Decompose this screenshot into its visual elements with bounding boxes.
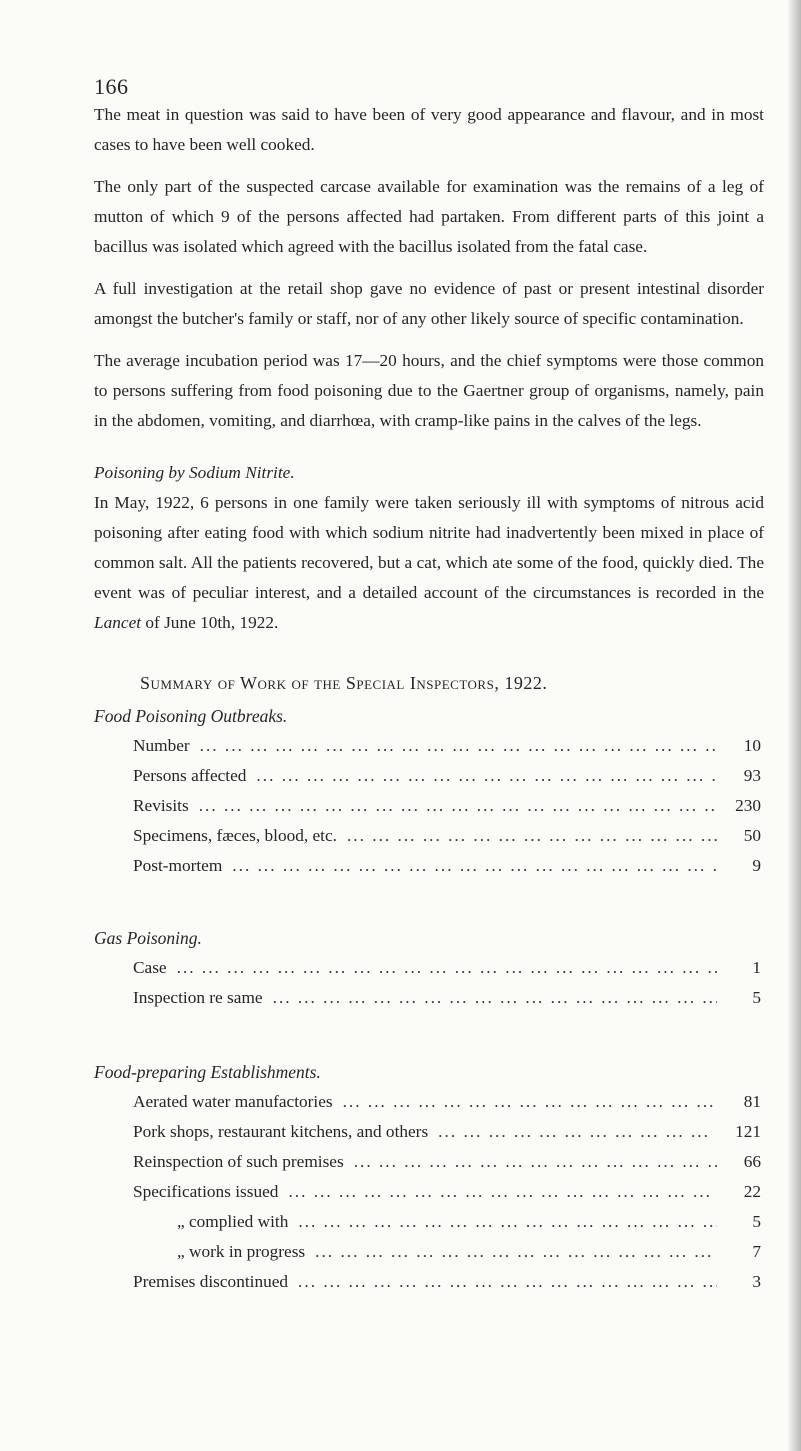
page-number: 166 bbox=[94, 74, 129, 99]
paragraph: The average incubation period was 17—20 hours, and the chief symptoms were those common to persons suffering from food poisoning due to the Gaertner group of organisms, namely, pain in the abdomen, vomiting, and diarrhœa, with cramp-like pains in the calves of the legs. bbox=[94, 351, 764, 430]
table-row: Premises discontinued ... . 3 bbox=[133, 1272, 761, 1300]
table-row: Post-mortem ... . 9 bbox=[133, 856, 761, 884]
paragraph: The meat in question was said to have been of very good appearance and flavour, and in most cases to have been well cooked. bbox=[94, 105, 764, 154]
table-row: „ work in progress ... . 7 bbox=[133, 1242, 761, 1270]
table-row: Specimens, fæces, blood, etc. ... . 50 bbox=[133, 826, 761, 854]
section-heading-food-establishments: Food-preparing Establishments. bbox=[94, 1062, 321, 1082]
table-row: Persons affected ... . 93 bbox=[133, 766, 761, 794]
lancet-citation: Lancet bbox=[94, 613, 142, 632]
table-row: Revisits ... . 230 bbox=[133, 796, 761, 824]
nitrite-text-end: of June 10th, 1922. bbox=[141, 613, 279, 632]
section-heading-food-poisoning: Food Poisoning Outbreaks. bbox=[94, 706, 288, 726]
section-heading-gas-poisoning: Gas Poisoning. bbox=[94, 928, 202, 948]
page-edge-shadow bbox=[787, 0, 801, 1451]
table-row: Aerated water manufactories ... . 81 bbox=[133, 1092, 761, 1120]
section-heading-nitrite: Poisoning by Sodium Nitrite. bbox=[94, 463, 295, 482]
summary-title: Summary of Work of the Special Inspectors, 1922. bbox=[140, 673, 548, 693]
table-row: Reinspection of such premises ... . 66 bbox=[133, 1152, 761, 1180]
paragraph: The only part of the suspected carcase available for examination was the remains of a leg of mutton of which 9 of the persons affected had partaken. From different parts of this joint a bacillus was isolated which agreed with the bacillus isolated from the fatal case. bbox=[94, 177, 764, 256]
table-row: Number ... . 10 bbox=[133, 736, 761, 764]
table-row: Inspection re same ... . 5 bbox=[133, 988, 761, 1016]
paragraph: A full investigation at the retail shop gave no evidence of past or present intestinal disorder amongst the butcher's family or staff, nor of any other likely source of specific contamination. bbox=[94, 279, 764, 328]
table-row: Pork shops, restaurant kitchens, and others ... . 121 bbox=[133, 1122, 761, 1150]
table-row: Specifications issued ... . 22 bbox=[133, 1182, 761, 1210]
nitrite-text: In May, 1922, 6 persons in one family were taken seriously ill with symptoms of nitrous acid poisoning after eating food with which sodium nitrite had inadvertently been mixed in place of common salt. All the patients recovered, but a cat, which ate some of the food, quickly died. The event was of peculiar interest, and a detailed account of the circumstances is recorded in the bbox=[94, 493, 764, 602]
table-row: Case ... . 1 bbox=[133, 958, 761, 986]
table-row: „ complied with ... . 5 bbox=[133, 1212, 761, 1240]
paragraph-nitrite bbox=[94, 488, 764, 638]
body-text bbox=[94, 100, 764, 638]
